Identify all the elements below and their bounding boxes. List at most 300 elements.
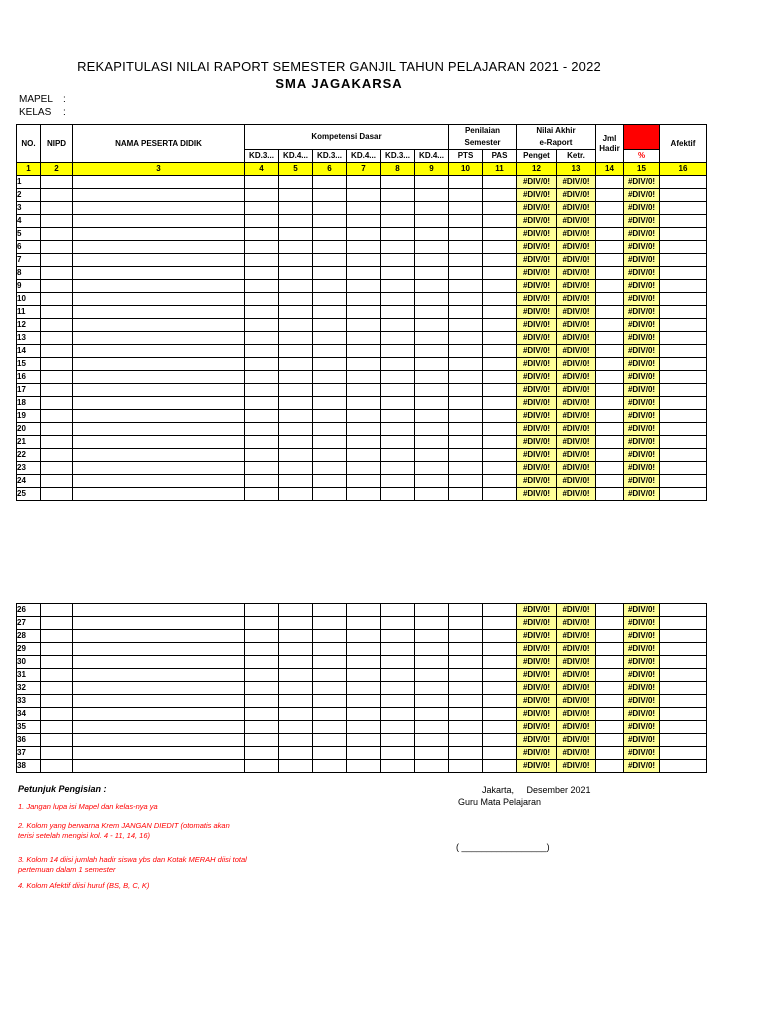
pts-cell[interactable] [449,280,483,293]
nipd-cell[interactable] [41,215,73,228]
kd-cell[interactable] [415,397,449,410]
kd-cell[interactable] [381,384,415,397]
afektif-cell[interactable] [660,747,707,760]
pts-cell[interactable] [449,449,483,462]
kd-cell[interactable] [347,630,381,643]
afektif-cell[interactable] [660,397,707,410]
kd-cell[interactable] [313,643,347,656]
kd-cell[interactable] [245,462,279,475]
pas-cell[interactable] [483,682,517,695]
pts-cell[interactable] [449,319,483,332]
kd-cell[interactable] [415,669,449,682]
kd-cell[interactable] [313,656,347,669]
pas-cell[interactable] [483,436,517,449]
nama-cell[interactable] [73,371,245,384]
kd-cell[interactable] [313,449,347,462]
kd-cell[interactable] [313,436,347,449]
afektif-cell[interactable] [660,669,707,682]
jml-hadir-cell[interactable] [596,695,624,708]
nipd-cell[interactable] [41,371,73,384]
afektif-cell[interactable] [660,176,707,189]
kd-cell[interactable] [313,241,347,254]
kd-cell[interactable] [313,617,347,630]
kd-cell[interactable] [313,462,347,475]
kd-cell[interactable] [347,280,381,293]
nipd-cell[interactable] [41,747,73,760]
kd-cell[interactable] [347,371,381,384]
pts-cell[interactable] [449,215,483,228]
kd-cell[interactable] [245,215,279,228]
jml-hadir-cell[interactable] [596,202,624,215]
pts-cell[interactable] [449,682,483,695]
kd-cell[interactable] [381,643,415,656]
nipd-cell[interactable] [41,630,73,643]
pas-cell[interactable] [483,358,517,371]
nama-cell[interactable] [73,449,245,462]
afektif-cell[interactable] [660,488,707,501]
afektif-cell[interactable] [660,358,707,371]
kd-cell[interactable] [381,682,415,695]
kd-cell[interactable] [279,462,313,475]
nipd-cell[interactable] [41,708,73,721]
pas-cell[interactable] [483,332,517,345]
jml-hadir-cell[interactable] [596,280,624,293]
kd-cell[interactable] [279,397,313,410]
kd-cell[interactable] [313,202,347,215]
afektif-cell[interactable] [660,423,707,436]
kd-cell[interactable] [381,397,415,410]
kd-cell[interactable] [279,176,313,189]
afektif-cell[interactable] [660,228,707,241]
kd-cell[interactable] [245,436,279,449]
nipd-cell[interactable] [41,358,73,371]
kd-cell[interactable] [245,643,279,656]
kd-cell[interactable] [415,475,449,488]
kd-cell[interactable] [415,306,449,319]
kd-cell[interactable] [347,345,381,358]
nipd-cell[interactable] [41,293,73,306]
kd-cell[interactable] [415,228,449,241]
kd-cell[interactable] [279,358,313,371]
pts-cell[interactable] [449,306,483,319]
pts-cell[interactable] [449,267,483,280]
jml-hadir-cell[interactable] [596,358,624,371]
kd-cell[interactable] [279,254,313,267]
kd-cell[interactable] [415,488,449,501]
pts-cell[interactable] [449,189,483,202]
kd-cell[interactable] [415,371,449,384]
afektif-cell[interactable] [660,293,707,306]
kd-cell[interactable] [381,669,415,682]
kd-cell[interactable] [279,747,313,760]
kd-cell[interactable] [381,410,415,423]
jml-hadir-cell[interactable] [596,617,624,630]
nipd-cell[interactable] [41,306,73,319]
afektif-cell[interactable] [660,462,707,475]
afektif-cell[interactable] [660,332,707,345]
kd-cell[interactable] [245,280,279,293]
kd-cell[interactable] [313,630,347,643]
kd-cell[interactable] [415,189,449,202]
kd-cell[interactable] [381,280,415,293]
kd-cell[interactable] [415,436,449,449]
kd-cell[interactable] [347,682,381,695]
kd-cell[interactable] [415,449,449,462]
pts-cell[interactable] [449,695,483,708]
kd-cell[interactable] [381,617,415,630]
kd-cell[interactable] [313,176,347,189]
kd-cell[interactable] [279,656,313,669]
pts-cell[interactable] [449,747,483,760]
nipd-cell[interactable] [41,449,73,462]
afektif-cell[interactable] [660,656,707,669]
nama-cell[interactable] [73,384,245,397]
pts-cell[interactable] [449,475,483,488]
jml-hadir-cell[interactable] [596,760,624,773]
kd-cell[interactable] [347,708,381,721]
kd-cell[interactable] [245,332,279,345]
afektif-cell[interactable] [660,215,707,228]
kd-cell[interactable] [347,267,381,280]
kd-cell[interactable] [415,280,449,293]
pas-cell[interactable] [483,669,517,682]
kd-cell[interactable] [415,708,449,721]
kd-cell[interactable] [381,475,415,488]
kd-cell[interactable] [279,293,313,306]
kd-cell[interactable] [415,202,449,215]
afektif-cell[interactable] [660,319,707,332]
kd-cell[interactable] [415,604,449,617]
jml-hadir-cell[interactable] [596,319,624,332]
kd-cell[interactable] [381,462,415,475]
pas-cell[interactable] [483,617,517,630]
afektif-cell[interactable] [660,254,707,267]
jml-hadir-cell[interactable] [596,734,624,747]
kd-cell[interactable] [347,488,381,501]
pts-cell[interactable] [449,397,483,410]
kd-cell[interactable] [245,306,279,319]
kd-cell[interactable] [279,682,313,695]
pas-cell[interactable] [483,760,517,773]
kd-cell[interactable] [313,410,347,423]
nipd-cell[interactable] [41,228,73,241]
pts-cell[interactable] [449,241,483,254]
pts-cell[interactable] [449,423,483,436]
nama-cell[interactable] [73,604,245,617]
nama-cell[interactable] [73,358,245,371]
jml-hadir-cell[interactable] [596,604,624,617]
nama-cell[interactable] [73,397,245,410]
kd-cell[interactable] [381,293,415,306]
kd-cell[interactable] [279,384,313,397]
kd-cell[interactable] [415,254,449,267]
kd-cell[interactable] [347,384,381,397]
kd-cell[interactable] [313,306,347,319]
afektif-cell[interactable] [660,721,707,734]
kd-cell[interactable] [313,669,347,682]
kd-cell[interactable] [415,630,449,643]
kd-cell[interactable] [313,228,347,241]
kd-cell[interactable] [313,488,347,501]
kd-cell[interactable] [347,358,381,371]
nipd-cell[interactable] [41,319,73,332]
jml-hadir-cell[interactable] [596,267,624,280]
jml-hadir-cell[interactable] [596,397,624,410]
kd-cell[interactable] [313,384,347,397]
pts-cell[interactable] [449,332,483,345]
kd-cell[interactable] [313,280,347,293]
pts-cell[interactable] [449,643,483,656]
kd-cell[interactable] [381,241,415,254]
kd-cell[interactable] [347,604,381,617]
nipd-cell[interactable] [41,436,73,449]
pas-cell[interactable] [483,747,517,760]
nama-cell[interactable] [73,267,245,280]
jml-hadir-cell[interactable] [596,215,624,228]
kd-cell[interactable] [245,734,279,747]
nipd-cell[interactable] [41,695,73,708]
kd-cell[interactable] [347,319,381,332]
afektif-cell[interactable] [660,734,707,747]
pts-cell[interactable] [449,410,483,423]
kd-cell[interactable] [347,215,381,228]
kd-cell[interactable] [415,760,449,773]
kd-cell[interactable] [347,332,381,345]
kd-cell[interactable] [279,643,313,656]
nama-cell[interactable] [73,228,245,241]
nama-cell[interactable] [73,462,245,475]
kd-cell[interactable] [313,708,347,721]
kd-cell[interactable] [347,241,381,254]
kd-cell[interactable] [279,306,313,319]
nipd-cell[interactable] [41,397,73,410]
kd-cell[interactable] [381,656,415,669]
kd-cell[interactable] [313,747,347,760]
pts-cell[interactable] [449,708,483,721]
nipd-cell[interactable] [41,721,73,734]
kd-cell[interactable] [313,358,347,371]
kd-cell[interactable] [245,319,279,332]
kd-cell[interactable] [279,669,313,682]
pas-cell[interactable] [483,643,517,656]
kd-cell[interactable] [381,228,415,241]
kd-cell[interactable] [381,449,415,462]
kd-cell[interactable] [347,475,381,488]
kd-cell[interactable] [245,202,279,215]
kd-cell[interactable] [313,267,347,280]
kd-cell[interactable] [347,643,381,656]
kd-cell[interactable] [313,332,347,345]
pts-cell[interactable] [449,345,483,358]
jml-hadir-cell[interactable] [596,423,624,436]
nama-cell[interactable] [73,280,245,293]
nama-cell[interactable] [73,695,245,708]
jml-hadir-cell[interactable] [596,708,624,721]
kd-cell[interactable] [347,410,381,423]
afektif-cell[interactable] [660,436,707,449]
pts-cell[interactable] [449,604,483,617]
kd-cell[interactable] [381,436,415,449]
kd-cell[interactable] [347,734,381,747]
nipd-cell[interactable] [41,617,73,630]
jml-hadir-cell[interactable] [596,332,624,345]
pas-cell[interactable] [483,397,517,410]
afektif-cell[interactable] [660,630,707,643]
afektif-cell[interactable] [660,643,707,656]
pas-cell[interactable] [483,449,517,462]
nama-cell[interactable] [73,643,245,656]
afektif-cell[interactable] [660,475,707,488]
nipd-cell[interactable] [41,176,73,189]
jml-hadir-cell[interactable] [596,189,624,202]
kd-cell[interactable] [313,475,347,488]
jml-hadir-cell[interactable] [596,371,624,384]
nipd-cell[interactable] [41,189,73,202]
kd-cell[interactable] [245,371,279,384]
kd-cell[interactable] [347,449,381,462]
nama-cell[interactable] [73,189,245,202]
kd-cell[interactable] [381,332,415,345]
jml-hadir-cell[interactable] [596,462,624,475]
kd-cell[interactable] [347,669,381,682]
kd-cell[interactable] [347,202,381,215]
kd-cell[interactable] [381,358,415,371]
kd-cell[interactable] [245,656,279,669]
pts-cell[interactable] [449,176,483,189]
kd-cell[interactable] [245,384,279,397]
kd-cell[interactable] [279,189,313,202]
kd-cell[interactable] [279,721,313,734]
kd-cell[interactable] [381,695,415,708]
pts-cell[interactable] [449,617,483,630]
kd-cell[interactable] [313,189,347,202]
kd-cell[interactable] [415,345,449,358]
kd-cell[interactable] [245,267,279,280]
kd-cell[interactable] [415,734,449,747]
pts-cell[interactable] [449,358,483,371]
pts-cell[interactable] [449,734,483,747]
jml-hadir-cell[interactable] [596,643,624,656]
nama-cell[interactable] [73,202,245,215]
kd-cell[interactable] [245,760,279,773]
pas-cell[interactable] [483,189,517,202]
pts-cell[interactable] [449,384,483,397]
pts-cell[interactable] [449,462,483,475]
pts-cell[interactable] [449,436,483,449]
pas-cell[interactable] [483,345,517,358]
kd-cell[interactable] [313,682,347,695]
pas-cell[interactable] [483,254,517,267]
kd-cell[interactable] [415,682,449,695]
kd-cell[interactable] [415,695,449,708]
kd-cell[interactable] [415,643,449,656]
nama-cell[interactable] [73,332,245,345]
nama-cell[interactable] [73,617,245,630]
kd-cell[interactable] [279,630,313,643]
kd-cell[interactable] [381,630,415,643]
kd-cell[interactable] [245,604,279,617]
afektif-cell[interactable] [660,449,707,462]
kd-cell[interactable] [313,371,347,384]
kd-cell[interactable] [347,423,381,436]
kd-cell[interactable] [381,708,415,721]
pts-cell[interactable] [449,254,483,267]
kd-cell[interactable] [279,734,313,747]
pas-cell[interactable] [483,215,517,228]
afektif-cell[interactable] [660,189,707,202]
afektif-cell[interactable] [660,410,707,423]
kd-cell[interactable] [279,202,313,215]
pts-cell[interactable] [449,669,483,682]
afektif-cell[interactable] [660,682,707,695]
afektif-cell[interactable] [660,760,707,773]
jml-hadir-cell[interactable] [596,475,624,488]
pas-cell[interactable] [483,319,517,332]
kd-cell[interactable] [279,695,313,708]
kd-cell[interactable] [245,488,279,501]
nama-cell[interactable] [73,669,245,682]
pas-cell[interactable] [483,695,517,708]
kd-cell[interactable] [347,176,381,189]
afektif-cell[interactable] [660,708,707,721]
nipd-cell[interactable] [41,734,73,747]
kd-cell[interactable] [415,462,449,475]
kd-cell[interactable] [245,617,279,630]
afektif-cell[interactable] [660,371,707,384]
nipd-cell[interactable] [41,267,73,280]
nama-cell[interactable] [73,760,245,773]
kd-cell[interactable] [279,319,313,332]
kd-cell[interactable] [313,319,347,332]
pts-cell[interactable] [449,488,483,501]
kd-cell[interactable] [415,423,449,436]
nama-cell[interactable] [73,345,245,358]
pas-cell[interactable] [483,202,517,215]
kd-cell[interactable] [381,371,415,384]
kd-cell[interactable] [347,656,381,669]
kd-cell[interactable] [279,267,313,280]
nama-cell[interactable] [73,475,245,488]
pas-cell[interactable] [483,384,517,397]
nipd-cell[interactable] [41,241,73,254]
pts-cell[interactable] [449,228,483,241]
kd-cell[interactable] [245,449,279,462]
nama-cell[interactable] [73,319,245,332]
kd-cell[interactable] [245,410,279,423]
nipd-cell[interactable] [41,656,73,669]
kd-cell[interactable] [245,397,279,410]
kd-cell[interactable] [313,760,347,773]
jml-hadir-cell[interactable] [596,747,624,760]
pts-cell[interactable] [449,202,483,215]
nama-cell[interactable] [73,410,245,423]
nipd-cell[interactable] [41,462,73,475]
pas-cell[interactable] [483,423,517,436]
kd-cell[interactable] [415,176,449,189]
kd-cell[interactable] [415,410,449,423]
kd-cell[interactable] [347,721,381,734]
nipd-cell[interactable] [41,760,73,773]
kd-cell[interactable] [381,488,415,501]
jml-hadir-cell[interactable] [596,241,624,254]
nipd-cell[interactable] [41,604,73,617]
pas-cell[interactable] [483,734,517,747]
kd-cell[interactable] [381,760,415,773]
kd-cell[interactable] [347,306,381,319]
nipd-cell[interactable] [41,332,73,345]
jml-hadir-cell[interactable] [596,306,624,319]
nipd-cell[interactable] [41,384,73,397]
